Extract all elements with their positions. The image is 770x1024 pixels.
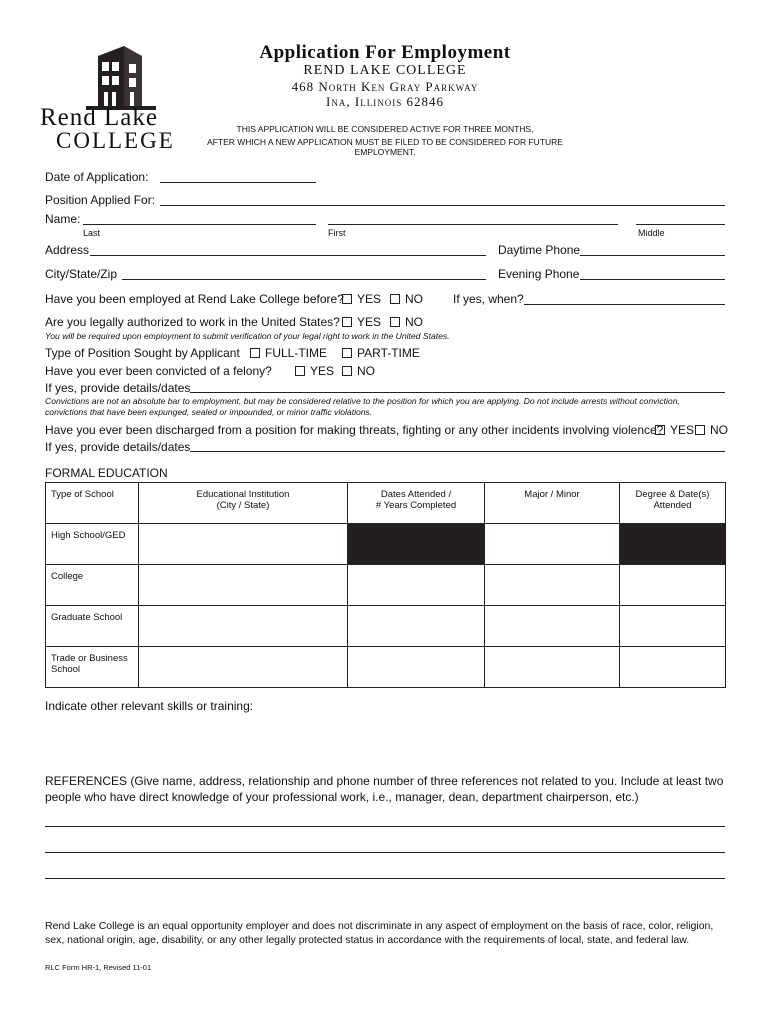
first-name-field[interactable] <box>328 224 618 225</box>
school-type-cell: Graduate School <box>46 606 139 647</box>
employed-before-no[interactable]: NO <box>390 292 423 306</box>
page-title: Application For Employment <box>259 42 511 63</box>
city-state-zip-field[interactable] <box>122 279 486 280</box>
checkbox-icon[interactable] <box>342 366 352 376</box>
reference-1-field[interactable] <box>45 826 725 827</box>
position-applied-field[interactable] <box>160 205 725 206</box>
daytime-phone-label: Daytime Phone <box>498 243 581 257</box>
skills-label: Indicate other relevant skills or training: <box>45 699 254 713</box>
part-time-option[interactable]: PART-TIME <box>342 346 420 360</box>
daytime-phone-field[interactable] <box>580 255 725 256</box>
city-state-zip-label: City/State/Zip <box>45 267 118 281</box>
felony-yes[interactable]: YES <box>295 364 334 378</box>
date-of-application-label: Date of Application: <box>45 170 149 184</box>
college-address: 468 North Ken Gray Parkway <box>291 79 479 94</box>
address-field[interactable] <box>90 255 486 256</box>
logo-line2: COLLEGE <box>56 128 175 153</box>
discharged-no[interactable]: NO <box>695 423 728 437</box>
major-cell[interactable] <box>485 565 620 606</box>
education-table <box>45 482 726 688</box>
major-cell[interactable] <box>485 647 620 688</box>
college-name: REND LAKE COLLEGE <box>303 63 467 78</box>
conviction-note-line1: Convictions are not an absolute bar to employment, but may be considered relative to the position for which you are applying. Do not include arrests without conviction, <box>45 396 680 406</box>
form-id: RLC Form HR-1, Revised 11-01 <box>45 963 152 972</box>
reference-2-field[interactable] <box>45 852 725 853</box>
middle-name-caption: Middle <box>638 228 665 238</box>
checkbox-icon[interactable] <box>295 366 305 376</box>
discharged-yes[interactable]: YES <box>655 423 694 437</box>
address-label: Address <box>45 243 90 257</box>
dates-cell[interactable] <box>348 565 485 606</box>
college-city: Ina, Illinois 62846 <box>326 94 444 109</box>
degree-cell[interactable] <box>620 565 726 606</box>
discharged-question: Have you ever been discharged from a position for making threats, fighting or any other incidents involving violence? <box>45 423 664 437</box>
column-header: Dates Attended / # Years Completed <box>348 483 485 524</box>
skills-field[interactable] <box>45 716 725 766</box>
major-cell[interactable] <box>485 524 620 565</box>
checkbox-icon[interactable] <box>342 294 352 304</box>
employed-before-question: Have you been employed at Rend Lake College before? <box>45 292 344 306</box>
name-label: Name: <box>45 212 81 226</box>
checkbox-icon[interactable] <box>342 348 352 358</box>
dates-cell-shaded <box>348 524 485 565</box>
conviction-note-line2: convictions that have been expunged, sealed or impounded, or minor traffic violations. <box>45 407 373 417</box>
column-header: Major / Minor <box>485 483 620 524</box>
school-type-cell: College <box>46 565 139 606</box>
degree-cell[interactable] <box>620 606 726 647</box>
felony-details-field[interactable] <box>190 392 725 393</box>
column-header: Degree & Date(s) Attended <box>620 483 726 524</box>
if-yes-when-field[interactable] <box>524 304 725 305</box>
school-type-cell: Trade or Business School <box>46 647 139 688</box>
full-time-option[interactable]: FULL-TIME <box>250 346 327 360</box>
position-type-question: Type of Position Sought by Applicant <box>45 346 240 360</box>
logo-line1: Rend Lake <box>40 104 158 131</box>
degree-cell[interactable] <box>620 647 726 688</box>
education-header-row <box>46 483 726 524</box>
notice-line2: AFTER WHICH A NEW APPLICATION MUST BE FILED TO BE CONSIDERED FOR FUTURE EMPLOYMENT. <box>207 137 563 157</box>
checkbox-icon[interactable] <box>390 317 400 327</box>
column-header: Type of School <box>46 483 139 524</box>
felony-details-label: If yes, provide details/dates <box>45 381 191 395</box>
checkbox-icon[interactable] <box>695 425 705 435</box>
dates-cell[interactable] <box>348 647 485 688</box>
evening-phone-field[interactable] <box>580 279 725 280</box>
references-line1: REFERENCES (Give name, address, relationship and phone number of three references not related to you. Include at least two <box>45 774 724 788</box>
reference-3-field[interactable] <box>45 878 725 879</box>
discharged-details-field[interactable] <box>190 451 725 452</box>
table-row <box>46 565 726 606</box>
eeo-statement-line1: Rend Lake College is an equal opportunity employer and does not discriminate in any aspect of employment on the basis of race, color, religion, <box>45 920 714 932</box>
last-name-caption: Last <box>83 228 101 238</box>
authorized-note: You will be required upon employment to submit verification of your legal right to work in the United States. <box>45 331 450 341</box>
major-cell[interactable] <box>485 606 620 647</box>
last-name-field[interactable] <box>83 224 316 225</box>
first-name-caption: First <box>328 228 346 238</box>
degree-cell-shaded <box>620 524 726 565</box>
table-row <box>46 606 726 647</box>
institution-cell[interactable] <box>139 606 348 647</box>
formal-education-heading: FORMAL EDUCATION <box>45 466 168 480</box>
table-row <box>46 524 726 565</box>
date-of-application-field[interactable] <box>160 182 316 183</box>
references-line2: people who have direct knowledge of your professional work, i.e., manager, dean, department chairperson, etc.) <box>45 790 639 804</box>
checkbox-icon[interactable] <box>250 348 260 358</box>
checkbox-icon[interactable] <box>342 317 352 327</box>
checkbox-icon[interactable] <box>655 425 665 435</box>
middle-name-field[interactable] <box>636 224 725 225</box>
authorized-no[interactable]: NO <box>390 315 423 329</box>
eeo-statement-line2: sex, national origin, age, disability, or any other legally protected status in accordance with the requirements of local, state, and federal law. <box>45 934 690 946</box>
checkbox-icon[interactable] <box>390 294 400 304</box>
institution-cell[interactable] <box>139 524 348 565</box>
school-type-cell: High School/GED <box>46 524 139 565</box>
dates-cell[interactable] <box>348 606 485 647</box>
felony-no[interactable]: NO <box>342 364 375 378</box>
evening-phone-label: Evening Phone <box>498 267 580 281</box>
discharged-details-label: If yes, provide details/dates <box>45 440 191 454</box>
institution-cell[interactable] <box>139 565 348 606</box>
position-applied-label: Position Applied For: <box>45 193 156 207</box>
notice-line1: THIS APPLICATION WILL BE CONSIDERED ACTIVE FOR THREE MONTHS, <box>236 124 534 134</box>
authorized-question: Are you legally authorized to work in the United States? <box>45 315 340 329</box>
table-row <box>46 647 726 688</box>
employed-before-yes[interactable]: YES <box>342 292 381 306</box>
if-yes-when-label: If yes, when? <box>453 292 524 306</box>
column-header: Educational Institution (City / State) <box>139 483 348 524</box>
authorized-yes[interactable]: YES <box>342 315 381 329</box>
institution-cell[interactable] <box>139 647 348 688</box>
felony-question: Have you ever been convicted of a felony? <box>45 364 272 378</box>
